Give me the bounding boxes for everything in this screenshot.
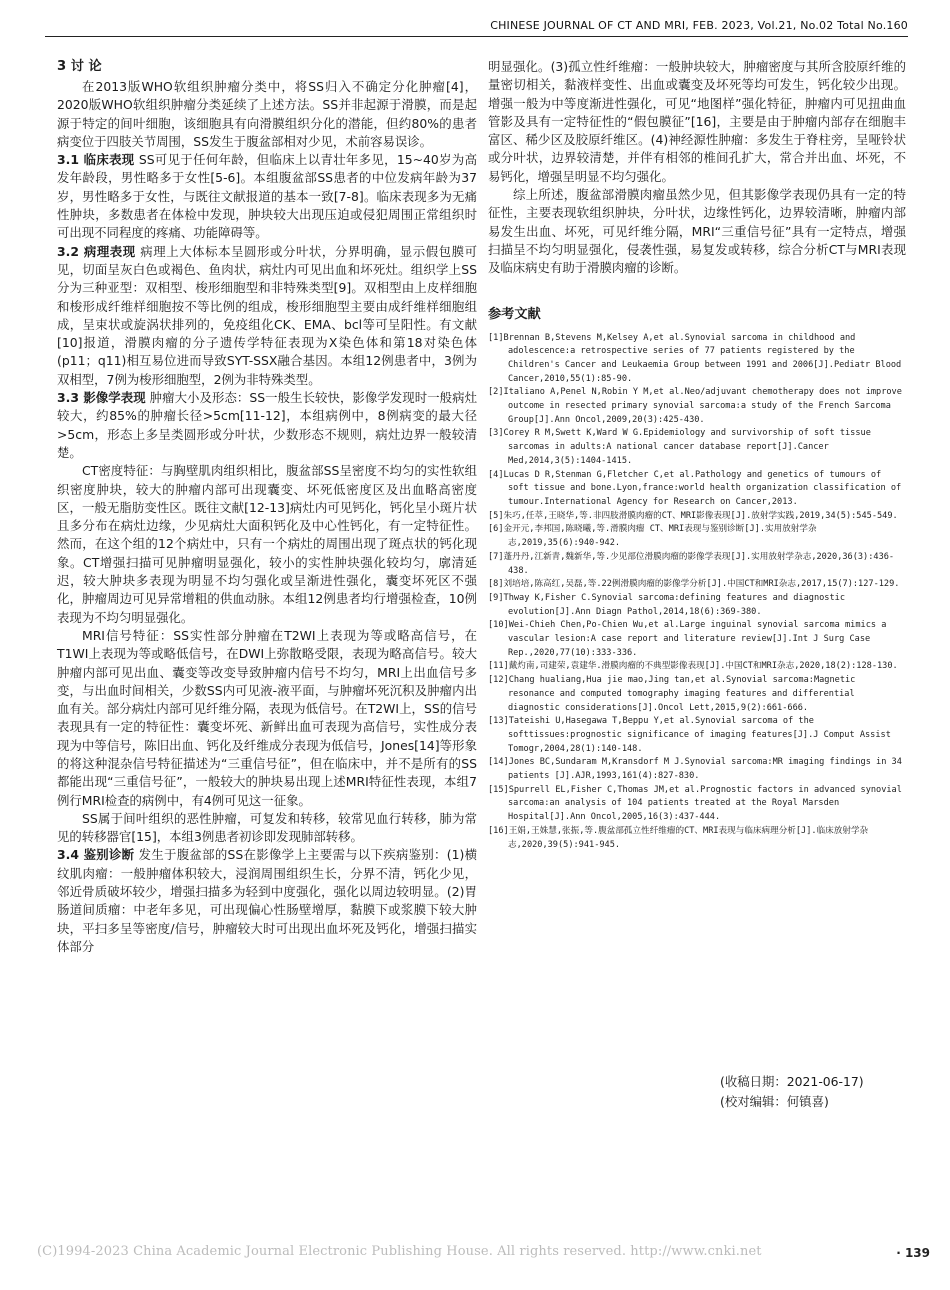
reference-list <box>488 332 906 853</box>
clinical-text: SS可见于任何年龄，但临床上以青壮年多见，15~40岁为高发年龄段，男性略多于女性[5-6]。本组腹盆部SS患者的中位发病年龄为37岁，男性略多于女性，与既往文献报道的基本一致[7-8]。临床表现多为无痛性肿块，多数患者在体检中发现，肿块较大出现压迫或侵犯周围正常组织时可出现不同程度的疼痛、功能障碍等。 <box>57 152 477 241</box>
subsection-heading-differential: 3.4 鉴别诊断 <box>57 847 135 863</box>
reference-item: [6]金开元,李邦国,陈晓曦,等.滑膜肉瘤 CT、MRI表现与鉴别诊断[J].实用放射学杂志,2019,35(6):940-942. <box>488 524 817 549</box>
subsection-heading-clinical: 3.1 临床表现 <box>57 152 135 168</box>
reference-item: [12]Chang hualiang,Hua jie mao,Jing tan,et al.Synovial sarcoma:Magnetic resonance and computed tomography imaging features and differential diagnostic considerations[J].Oncol Lett,2015,9(2):661-666. <box>488 675 856 713</box>
manuscript-dates <box>720 1072 864 1112</box>
reference-item: [11]戴灼南,司建荣,袁建华.滑膜肉瘤的不典型影像表现[J].中国CT和MRI杂志,2020,18(2):128-130. <box>488 661 898 672</box>
reference-item: [5]朱巧,任萃,王晓华,等.非四肢滑膜肉瘤的CT、MRI影像表现[J].放射学实践,2019,34(5):545-549. <box>488 510 898 521</box>
right-column <box>488 58 906 852</box>
continuation-paragraph: 明显强化。(3)孤立性纤维瘤：一般肿块较大，肿瘤密度与其所含胶原纤维的量密切相关，黏液样变性、出血或囊变及坏死等均可发生，钙化较少出现。增强一般为中等度渐进性强化，可见“地图样”强化特征，肿瘤内可见扭曲血管影及具有一定特征性的“假包膜征”[16]，主要是由于肿瘤内部存在细胞丰富区、稀少区及胶原纤维区。(4)神经源性肿瘤：多发生于脊柱旁，呈哑铃状或分叶状，边界较清楚，并伴有相邻的椎间孔扩大，常合并出血、坏死，不易钙化，增强呈明显不均匀强化。 <box>488 59 906 184</box>
reference-item: [15]Spurrell EL,Fisher C,Thomas JM,et al.Prognostic factors in advanced synovial sarcoma:an analysis of 104 patients treated at the Royal Marsden Hospital[J].Ann Oncol,2005,16(3):437-444. <box>488 784 902 823</box>
differential-paragraph <box>57 846 477 956</box>
imaging-text: 肿瘤大小及形态：SS一般生长较快，影像学发现时一般病灶较大，约85%的肿瘤长径>5cm[11-12]，本组病例中，8例病变的最大径>5cm，形态上多呈类圆形或分叶状，少数形态不规则，病灶边界一般较清楚。 <box>57 390 477 460</box>
header-rule <box>45 36 908 37</box>
reference-item: [14]Jones BC,Sundaram M,Kransdorf M J.Synovial sarcoma:MR imaging findings in 34 patients [J].AJR,1993,161(4):827-830. <box>488 757 902 782</box>
left-column <box>57 58 477 956</box>
reference-item: [7]蓬丹丹,江新青,魏新华,等.少见部位滑膜肉瘤的影像学表现[J].实用放射学杂志,2020,36(3):436-438. <box>488 551 895 576</box>
subsection-heading-pathology: 3.2 病理表现 <box>57 243 136 259</box>
references-heading: 参考文献 <box>488 306 541 322</box>
proof-editor: (校对编辑：何镇喜) <box>720 1094 829 1109</box>
clinical-paragraph <box>57 151 477 242</box>
reference-item: [10]Wei-Chieh Chen,Po-Chien Wu,et al.Large inguinal synovial sarcoma mimics a vascular lesion:A case report and literature review[J].Int J Surg Case Rep.,2020,77(10):333-336. <box>488 620 887 658</box>
reference-item: [4]Lucas D R,Stenman G,Fletcher C,et al.Pathology and genetics of tumours of soft tissue and bone.Lyon,france:world health organization classification of tumour.International Agency for Research on Cancer,2013. <box>488 469 902 507</box>
mri-paragraph: MRI信号特征：SS实性部分肿瘤在T2WI上表现为等或略高信号，在T1WI上表现为等或略低信号，在DWI上弥散略受限，表现为略高信号。较大肿瘤内部可见出血、囊变等改变导致肿瘤内信号不均匀，MRI上出血信号多变，与出血时间相关，少数SS内可见液-液平面，与肿瘤坏死沉积及肿瘤内出血有关。部分病灶内部可见纤维分隔，表现为低信号。在T2WI上，SS的信号表现具有一定的特征性：囊变坏死、新鲜出血可表现为高信号，实性成分表现为中等信号，陈旧出血、钙化及纤维成分表现为低信号，Jones[14]等形象的将这种混杂信号特征描述为“三重信号征”，但在临床中，并不是所有的SS都能出现“三重信号征”，一般较大的肿块易出现上述MRI特征性表现，本组7例行MRI检查的病例中，有4例可见这一征象。 <box>57 627 477 808</box>
section-title: 3 讨 论 <box>57 59 102 74</box>
pathology-text: 病理上大体标本呈圆形或分叶状，分界明确，显示假包膜可见，切面呈灰白色或褐色、鱼肉状，病灶内可见出血和坏死灶。组织学上SS分为三种亚型：双相型、梭形细胞型和非特殊类型[9]。双相型由上皮样细胞和梭形成纤维样细胞按不等比例的组成，梭形细胞型主要由成纤维样细胞组成，呈束状或旋涡状排列的，免疫组化CK、EMA、bcl等可呈阳性。有文献[10]报道，滑膜肉瘤的分子遗传学特征表现为X染色体和第18对染色体(p11；q11)相互易位进而导致SYT-SSX融合基因。本组12例患者中，3例为双相型，7例为梭形细胞型，2例为非特殊类型。 <box>57 243 478 387</box>
received-date: (收稿日期：2021-06-17) <box>720 1074 864 1089</box>
ct-paragraph: CT密度特征：与胸壁肌肉组织相比，腹盆部SS呈密度不均匀的实性软组织密度肿块，较大的肿瘤内部可出现囊变、坏死低密度区及出血略高密度区，一般无脂肪变性区。既往文献[12-13]病灶内可见钙化，钙化呈小斑片状且多分布在病灶边缘，少见病灶大面积钙化及中心性钙化，有一定特征性。然而，在这个组的12个病灶中，只有一个病灶的周围出现了斑点状的钙化现象。CT增强扫描可见肿瘤明显强化，较小的实性肿块强化较均匀，廓清延迟，较大肿块多表现为明显不均匀强化或呈渐进性强化，囊变坏死区不强化，肿瘤周边可见异常增粗的供血动脉。本组12例患者均行增强检查，10例表现为不均匀明显强化。 <box>57 463 477 625</box>
reference-item: [2]Italiano A,Penel N,Robin Y M,et al.Neo/adjuvant chemotherapy does not improve outcome in resected primary synovial sarcoma:a study of the French Sarcoma Group[J].Ann Oncol,2009,20(3):425-430. <box>488 387 902 425</box>
journal-header-text: CHINESE JOURNAL OF CT AND MRI, FEB. 2023, Vol.21, No.02 Total No.160 <box>490 19 908 32</box>
reference-item: [13]Tateishi U,Hasegawa T,Beppu Y,et al.Synovial sarcoma of the softtissues:prognostic significance of imaging features[J].J Comput Assist Tomogr,2004,28(1):140-148. <box>488 716 891 754</box>
reference-item: [3]Corey R M,Swett K,Ward W G.Epidemiology and survivorship of soft tissue sarcomas in adults:A national cancer database report[J].Cancer Med,2014,3(5):1404-1415. <box>488 428 871 466</box>
differential-text: 发生于腹盆部的SS在影像学上主要需与以下疾病鉴别：(1)横纹肌肉瘤：一般肿瘤体积较大，浸润周围组织生长，分界不清，钙化少见，邻近骨质破坏较少，增强扫描多为轻到中度强化，强化以周边较明显。(2)胃肠道间质瘤：中老年多见，可出现偏心性肠壁增厚，黏膜下或浆膜下较大肿块，平扫多呈等密度/信号，肿瘤较大时可出现出血坏死及钙化，增强扫描实体部分 <box>57 847 477 954</box>
reference-item: [8]刘培培,陈高红,吴磊,等.22例滑膜肉瘤的影像学分析[J].中国CT和MRI杂志,2017,15(7):127-129. <box>488 579 900 590</box>
summary-paragraph: 综上所述，腹盆部滑膜肉瘤虽然少见，但其影像学表现仍具有一定的特征性，主要表现软组织肿块，分叶状，边缘性钙化，边界较清晰，肿瘤内部易发生出血、坏死，可见纤维分隔，MRI“三重信号征”具有一定特点，增强扫描呈不均匀明显强化，侵袭性强，易复发或转移，综合分析CT与MRI表现及临床病史有助于滑膜肉瘤的诊断。 <box>488 187 906 276</box>
subsection-heading-imaging: 3.3 影像学表现 <box>57 390 146 406</box>
reference-item: [1]Brennan B,Stevens M,Kelsey A,et al.Synovial sarcoma in childhood and adolescence:a retrospective series of 77 patients registered by the Children's Cancer and Leukaemia Group between 1991 and 2006[J].Pediatr Blood Cancer,2010,55(1):85-90. <box>488 332 902 384</box>
imaging-paragraph <box>57 389 477 462</box>
metastasis-paragraph: SS属于间叶组织的恶性肿瘤，可复发和转移，较常见血行转移，肺为常见的转移器官[15]，本组3例患者初诊即发现肺部转移。 <box>57 810 477 845</box>
intro-paragraph: 在2013版WHO软组织肿瘤分类中，将SS归入不确定分化肿瘤[4]，2020版WHO软组织肿瘤分类延续了上述方法。SS并非起源于滑膜，而是起源于特定的间叶细胞，该细胞具有向滑膜组织分化的潜能，但约80%的患者病变位于四肢关节周围，SS发生于腹盆部相对少见，术前容易误诊。 <box>57 79 477 149</box>
pathology-paragraph <box>57 243 477 389</box>
page-number: · 139 <box>896 1246 930 1260</box>
copyright-watermark: (C)1994-2023 China Academic Journal Electronic Publishing House. All rights reserved. http://www.cnki.net <box>37 1244 762 1259</box>
reference-item: [16]王娟,王姝慧,张振,等.腹盆部孤立性纤维瘤的CT、MRI表现与临床病理分析[J].临床放射学杂志,2020,39(5):941-945. <box>488 825 869 850</box>
reference-item: [9]Thway K,Fisher C.Synovial sarcoma:defining features and diagnostic evolution[J].Ann Diagn Pathol,2014,18(6):369-380. <box>488 592 845 617</box>
